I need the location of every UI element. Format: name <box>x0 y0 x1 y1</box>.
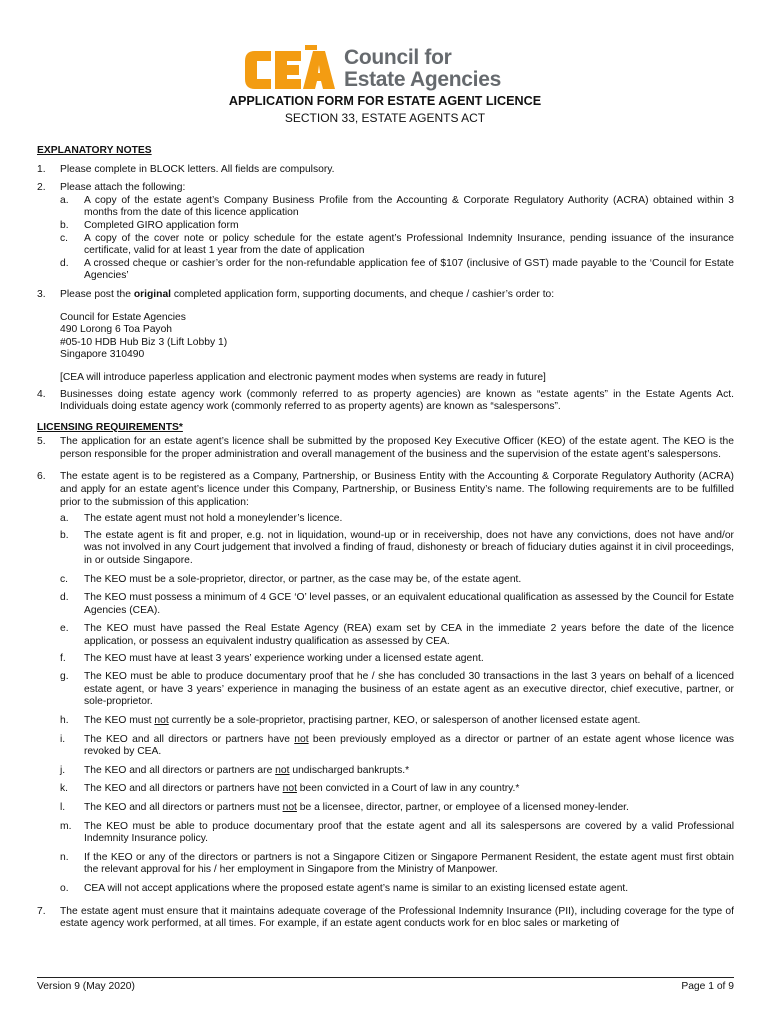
sub-item <box>60 783 734 796</box>
sub-item <box>60 530 734 568</box>
page-number: Page 1 of 9 <box>681 981 734 992</box>
sub-text: The KEO must be able to produce documentary proof that the estate agent and all its salespersons are covered by a valid Professional Indemnity Insurance policy. <box>84 820 734 845</box>
sub-text: CEA will not accept applications where the proposed estate agent’s name is similar to an existing licensed estate agent. <box>84 882 629 894</box>
address-line: #05-10 HDB Hub Biz 3 (Lift Lobby 1) <box>60 336 228 348</box>
sub-item <box>60 821 734 846</box>
sub-text-part: currently be a sole-proprietor, practising partner, KEO, or salesperson of another licensed estate agent. <box>168 714 641 726</box>
sub-text: The KEO must be able to produce documentary proof that he / she has concluded 30 transactions in the last 3 years on behalf of a licenced estate agent, or have 3 years’ experience in managing the business of an estate agent as an executive director, chief executive, partner, or sole-proprietor. <box>84 671 734 708</box>
sub-text-underlined: not <box>154 714 169 726</box>
sub-text-underlined: not <box>282 783 297 795</box>
explanatory-notes-heading: EXPLANATORY NOTES <box>37 145 152 156</box>
requirement-5 <box>37 436 734 461</box>
note-number: 2. <box>37 182 46 194</box>
cea-logo-wordmark <box>344 47 501 91</box>
sub-letter: c. <box>60 573 69 585</box>
sub-letter: k. <box>60 783 69 795</box>
requirement-6 <box>37 471 734 895</box>
sub-item <box>60 734 734 759</box>
note-text: The application for an estate agent’s licence shall be submitted by the proposed Key Executive Officer (KEO) of the estate agent. The KEO is the person responsible for the proper administration and overall management of the business and the supervision of the estate agent’s salespersons. <box>60 436 734 460</box>
sub-letter: b. <box>60 529 69 541</box>
sub-text: A copy of the estate agent’s Company Business Profile from the Accounting & Corporate Regulatory Authority (ACRA) obtained within 3 months from the date of this licence application <box>84 194 734 219</box>
sub-text-part: The KEO and all directors or partners must <box>84 801 283 813</box>
logo-line-1: Council for <box>344 46 452 69</box>
sub-letter: a. <box>60 513 69 525</box>
sub-text <box>84 783 734 796</box>
sub-text: A crossed cheque or cashier’s order for the non-refundable application fee of $107 (inclusive of GST) made payable to the ‘Council for Estate Agencies’ <box>84 257 734 282</box>
paperless-note: [CEA will introduce paperless application and electronic payment modes when systems are ready in future] <box>60 371 546 383</box>
address-line: Council for Estate Agencies <box>60 311 186 323</box>
note-text: The estate agent is to be registered as a Company, Partnership, or Business Entity with the Accounting & Corporate Regulatory Authority (ACRA) and apply for an estate agent’s licence under this Company, Partnership, or Business Entity’s name. The following requirements are to be fulfilled prior to the submission of this application: <box>60 471 734 508</box>
cea-logo-mark <box>241 45 337 93</box>
note-number: 7. <box>37 905 46 917</box>
sub-text: The KEO must possess a minimum of 4 GCE ‘O’ level passes, or an equivalent educational qualification as assessed by the Council for Estate Agencies (CEA). <box>84 592 734 616</box>
sub-letter: d. <box>60 592 69 604</box>
sub-text-part: be a licensee, director, partner, or employee of a licensed money-lender. <box>296 801 629 813</box>
note-text <box>60 289 734 302</box>
form-title: APPLICATION FORM FOR ESTATE AGENT LICENCE <box>228 94 542 108</box>
address-line: 490 Lorong 6 Toa Payoh <box>60 324 173 336</box>
note-body <box>60 182 734 283</box>
logo-line-2: Estate Agencies <box>344 68 501 91</box>
sub-text: If the KEO or any of the directors or partners is not a Singapore Citizen or Singapore Permanent Resident, the estate agent must first obtain the relevant approval for his / her employment in Singapore from the Ministry of Manpower. <box>84 851 734 876</box>
note-text-part: completed application form, supporting documents, and cheque / cashier’s order to: <box>171 288 555 300</box>
sub-letter: g. <box>60 671 69 683</box>
note-number: 1. <box>37 163 46 175</box>
sub-text-part: The KEO and all directors or partners have <box>84 733 295 745</box>
sub-text-underlined: not <box>294 733 309 745</box>
sub-item <box>60 883 734 896</box>
sub-item <box>60 623 734 648</box>
sub-letter: d. <box>60 257 69 269</box>
sub-letter: h. <box>60 714 69 726</box>
note-number: 5. <box>37 436 46 448</box>
sub-item <box>60 220 734 233</box>
note-number: 3. <box>37 288 46 300</box>
sub-letter: a. <box>60 194 69 206</box>
sub-letter: j. <box>60 764 66 776</box>
sub-text: A copy of the cover note or policy schedule for the estate agent’s Professional Indemnity Insurance, pending issuance of the insurance certificate, valid for at least 1 year from the date of application <box>84 232 734 257</box>
sub-letter: c. <box>60 232 69 244</box>
sub-text: The estate agent must not hold a moneylender’s licence. <box>84 513 343 525</box>
sub-item <box>60 653 734 666</box>
note-text: Please complete in BLOCK letters. All fields are compulsory. <box>60 163 335 175</box>
sub-text-part: undischarged bankrupts.* <box>289 764 410 776</box>
note-4 <box>37 389 734 414</box>
sub-letter: f. <box>60 652 66 664</box>
sub-text-underlined: not <box>275 764 290 776</box>
sub-item <box>60 715 734 728</box>
sub-text: The KEO must be a sole-proprietor, director, or partner, as the case may be, of the estate agent. <box>84 573 522 585</box>
sub-item <box>60 671 734 709</box>
sub-letter: e. <box>60 623 69 635</box>
note-text: The estate agent must ensure that it maintains adequate coverage of the Professional Indemnity Insurance (PII), including coverage for the type of estate agency work performed, at all times. For example, if an estate agent conducts work for en bloc sales or marketing of <box>60 905 734 930</box>
requirement-7 <box>37 906 734 931</box>
sub-text-part: been convicted in a Court of law in any country.* <box>296 783 520 795</box>
sub-item <box>60 195 734 220</box>
sub-text-underlined: not <box>282 801 297 813</box>
document-body <box>37 145 734 931</box>
sub-text: The KEO must have at least 3 years’ experience working under a licensed estate agent. <box>84 652 484 664</box>
sub-item <box>60 802 734 815</box>
version-label: Version 9 (May 2020) <box>37 981 135 992</box>
sub-item <box>60 592 734 617</box>
sub-text: The estate agent is fit and proper, e.g. not in liquidation, wound-up or in receivership, does not have any convictions, does not have and/or was not involved in any Court judgement that involved a finding of fraud, dishonesty or breach of fiduciary duties against it in civil proceedings, in or outside Singapore. <box>84 529 734 567</box>
page-footer <box>37 977 734 992</box>
postal-address <box>60 312 734 385</box>
sub-letter: o. <box>60 882 69 894</box>
note-3 <box>37 289 734 302</box>
note-emphasis: original <box>133 288 172 300</box>
sub-text-part: The KEO and all directors or partners have <box>84 783 283 795</box>
sub-text: Completed GIRO application form <box>84 219 239 231</box>
note-1 <box>37 164 734 177</box>
sub-letter: m. <box>60 820 72 832</box>
sub-letter: n. <box>60 851 69 863</box>
sub-item <box>60 852 734 877</box>
sub-item <box>60 233 734 258</box>
note-text: Please attach the following: <box>60 182 186 194</box>
sub-text-part: been previously employed as a director or partner of an estate agent whose licence was revoked by CEA. <box>84 733 734 758</box>
note-number: 4. <box>37 388 46 400</box>
sub-letter: b. <box>60 219 69 231</box>
sub-text <box>84 734 734 759</box>
note-text: Businesses doing estate agency work (commonly referred to as property agencies) are known as “estate agents” in the Estate Agents Act. Individuals doing estate agency work (commonly referred to as property agents) are known as “salespersons”. <box>60 388 734 413</box>
sub-text <box>84 715 734 728</box>
note-number: 6. <box>37 471 46 483</box>
address-line: Singapore 310490 <box>60 349 145 361</box>
note-text-part: Please post the <box>60 288 134 300</box>
cea-logo <box>241 45 531 95</box>
sub-text-part: The KEO must <box>84 714 155 726</box>
licensing-requirements-heading: LICENSING REQUIREMENTS* <box>37 421 183 433</box>
sub-letter: l. <box>60 801 66 813</box>
sub-item <box>60 765 734 778</box>
note-body <box>60 471 734 895</box>
sub-letter: i. <box>60 733 66 745</box>
sub-item <box>60 513 734 526</box>
sub-text <box>84 802 734 815</box>
sub-text <box>84 765 734 778</box>
sub-text-part: The KEO and all directors or partners are <box>84 764 276 776</box>
sub-text: The KEO must have passed the Real Estate Agency (REA) exam set by CEA in the immediate 2 years before the date of the licence application, or possess an equivalent industry qualification as assessed by CEA. <box>84 623 734 647</box>
form-subtitle: SECTION 33, ESTATE AGENTS ACT <box>284 111 486 125</box>
sub-item <box>60 574 734 587</box>
note-2 <box>37 182 734 283</box>
sub-item <box>60 258 734 283</box>
